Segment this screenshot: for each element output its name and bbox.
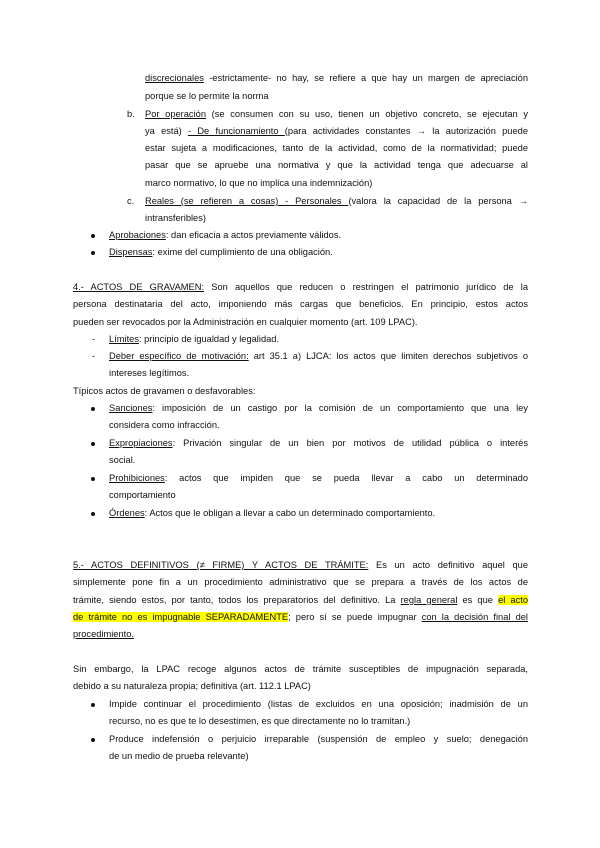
text-line: debido a su naturaleza propia; definitiva (art. 112.1 LPAC) xyxy=(73,681,311,691)
text-line: Reales (se refieren a cosas) - Personales (valora la capacidad de la persona → xyxy=(145,196,528,206)
term-underlined: con la decisión final del xyxy=(421,612,528,622)
text-line: Órdenes: Actos que le obligan a llevar a cabo un determinado comportamiento. xyxy=(109,508,436,518)
term-underlined: Límites xyxy=(109,334,139,344)
text-line: marco normativo, lo que no implica una indemnización) xyxy=(145,178,373,188)
highlighted-text: el acto xyxy=(498,595,528,605)
text-line: pueden ser revocados por la Administración en cualquier momento (art. 109 LPAC). xyxy=(73,317,418,327)
dash-marker: - xyxy=(92,351,96,361)
term-underlined: Sanciones xyxy=(109,403,153,413)
text-line: considera como infracción. xyxy=(109,420,220,430)
text-line: porque se lo permite la norma xyxy=(145,91,269,101)
text-line xyxy=(73,628,134,640)
text-line: estar sujeta a modificaciones, tanto de la actividad, como de la normatividad; puede xyxy=(145,143,528,153)
text-line: Impide continuar el procedimiento (listas de excluidos en una oposición; inadmisión de un xyxy=(109,699,528,709)
list-label: b. xyxy=(127,109,135,119)
term-underlined: discrecionales xyxy=(145,73,204,83)
text-line: social. xyxy=(109,455,136,465)
term-underlined: Reales (se refieren a cosas) - Personales xyxy=(145,196,349,206)
text-line: recurso, no es que te lo desestimen, es que directamente no lo tramitan.) xyxy=(109,716,411,726)
text-line: persona destinataria del acto, imponiendo más cargas que beneficios. En principio, estos actos xyxy=(73,299,528,309)
text-line: de un medio de prueba relevante) xyxy=(109,751,249,761)
text-line: intransferibles) xyxy=(145,213,206,223)
text-line: simplemente pone fin a un procedimiento administrativo que se prepara a través de los actos de xyxy=(73,577,528,587)
text-line: de trámite no es impugnable SEPARADAMENTE; pero sí se puede impugnar con la decisión final del xyxy=(73,612,528,622)
text-line: Deber específico de motivación: art 35.1 a) LJCA: los actos que limiten derechos subjetivos o xyxy=(109,351,528,361)
section-title: 4.- ACTOS DE GRAVAMEN: xyxy=(73,282,205,292)
text-line: Límites: principio de igualdad y legalidad. xyxy=(109,334,280,344)
bullet-icon xyxy=(91,251,95,255)
bullet-icon xyxy=(91,407,95,411)
bullet-icon xyxy=(91,512,95,516)
text-line: Dispensas: exime del cumplimiento de una obligación. xyxy=(109,247,333,257)
term-underlined: Dispensas xyxy=(109,247,153,257)
section-heading-line: 5.- ACTOS DEFINITIVOS (≠ FIRME) Y ACTOS DE TRÁMITE: Es un acto definitivo aquel que xyxy=(73,560,528,570)
term-underlined: Expropiaciones xyxy=(109,438,173,448)
bullet-icon xyxy=(91,738,95,742)
section-heading-line: 4.- ACTOS DE GRAVAMEN: Son aquellos que reducen o restringen el patrimonio jurídico de la xyxy=(73,282,528,292)
highlighted-text: de trámite no es impugnable SEPARADAMENTE xyxy=(73,612,289,622)
bullet-icon xyxy=(91,234,95,238)
term-underlined: Por operación xyxy=(145,109,206,119)
text-line: Aprobaciones: dan eficacia a actos previamente válidos. xyxy=(109,230,342,240)
text-line: Típicos actos de gravamen o desfavorables: xyxy=(73,386,256,396)
bullet-icon xyxy=(91,477,95,481)
term-underlined: - De funcionamiento xyxy=(188,126,285,136)
term-underlined: procedimiento. xyxy=(73,629,134,639)
bullet-icon xyxy=(91,442,95,446)
list-label: c. xyxy=(127,196,135,206)
text-line: Expropiaciones: Privación singular de un bien por motivos de utilidad pública o interés xyxy=(109,438,528,448)
text-line: pasar que se apruebe una normativa y que la actividad tenga que adecuarse al xyxy=(145,160,528,170)
bullet-icon xyxy=(91,703,95,707)
text-line: Sin embargo, la LPAC recoge algunos actos de trámite susceptibles de impugnación separada, xyxy=(73,664,528,674)
text-line: comportamiento xyxy=(109,490,176,500)
term-underlined: Aprobaciones xyxy=(109,230,166,240)
text-line: Sanciones: imposición de un castigo por la comisión de un comportamiento que una ley xyxy=(109,403,528,413)
text-line: Produce indefensión o perjuicio irreparable (suspensión de empleo y suelo; denegación xyxy=(109,734,528,744)
text-line: Prohibiciones: actos que impiden que se pueda llevar a cabo un determinado xyxy=(109,473,528,483)
text-line: discrecionales -estrictamente- no hay, se refiere a que hay un margen de apreciación xyxy=(145,73,528,83)
section-title: 5.- ACTOS DEFINITIVOS (≠ FIRME) Y ACTOS DE TRÁMITE: xyxy=(73,560,369,570)
text-line: intereses legítimos. xyxy=(109,368,190,378)
text-line: ya está) - De funcionamiento (para actividades constantes → la autorización puede xyxy=(145,126,528,136)
dash-marker: - xyxy=(92,334,96,344)
term-underlined: Órdenes xyxy=(109,508,145,518)
term-underlined: Deber específico de motivación: xyxy=(109,351,249,361)
text-line: trámite, siendo estos, por tanto, todos los preparatorios del definitivo. La regla general es que el acto xyxy=(73,595,528,605)
text-line: Por operación (se consumen con su uso, tienen un objetivo concreto, se ejecutan y xyxy=(145,109,528,119)
term-underlined: Prohibiciones xyxy=(109,473,165,483)
term-underlined: regla general xyxy=(400,595,458,605)
